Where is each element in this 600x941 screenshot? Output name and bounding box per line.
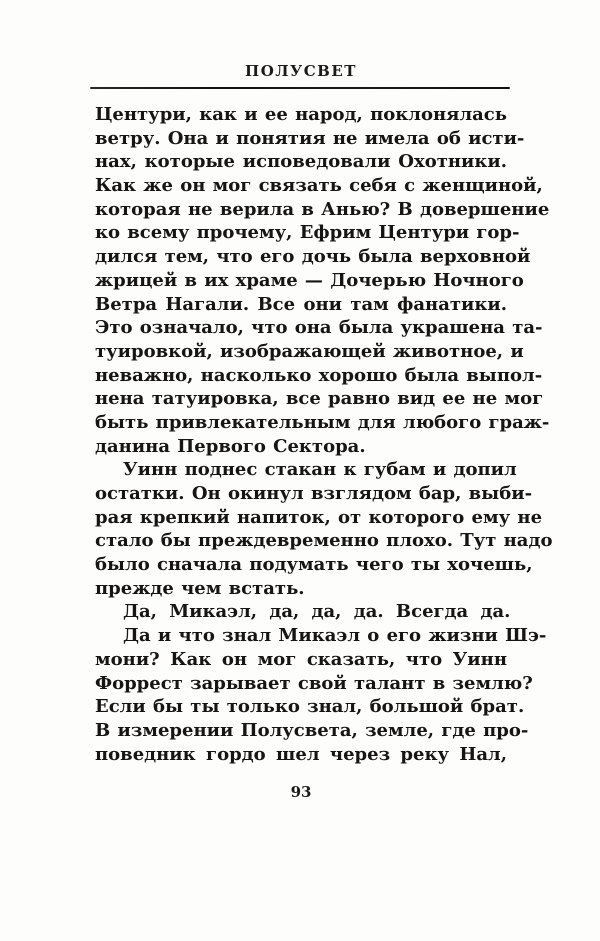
text-line: поведник гордо шел через реку Нал,: [95, 743, 507, 765]
text-line: ветру. Она и понятия не имела об исти-: [95, 127, 525, 149]
text-line: Да, Микаэл, да, да, да. Всегда да.: [123, 601, 511, 623]
text-line: быть привлекательным для любого граж-: [95, 411, 550, 433]
page-number: 93: [290, 783, 312, 801]
text-line: нена татуировка, все равно вид ее не мог: [95, 388, 544, 410]
text-line: прежде чем встать.: [95, 577, 305, 599]
text-line: данина Первого Сектора.: [95, 435, 366, 457]
text-line: ко всему прочему, Ефрим Центури гор-: [95, 222, 520, 244]
text-line: было сначала подумать чего ты хочешь,: [95, 554, 533, 576]
header-rule-divider: [90, 87, 510, 89]
running-header-title: ПОЛУСВЕТ: [245, 62, 357, 80]
text-line: Ветра Нагали. Все они там фанатики.: [95, 293, 507, 315]
text-line: Как же он мог связать себя с женщиной,: [95, 175, 543, 197]
text-line: остатки. Он окинул взглядом бар, выби-: [95, 483, 533, 504]
text-line: Это означало, что она была украшена та-: [95, 317, 543, 339]
text-line: неважно, насколько хорошо была выпол-: [95, 364, 543, 386]
text-line: дился тем, что его дочь была верховной: [95, 246, 531, 268]
text-line: рая крепкий напиток, от которого ему не: [95, 506, 543, 528]
text-line: Уинн поднес стакан к губам и допил: [123, 459, 517, 481]
text-line: туировкой, изображающей животное, и: [95, 340, 524, 362]
text-line: нах, которые исповедовали Охотники.: [95, 151, 507, 173]
text-line: мони? Как он мог сказать, что Уинн: [95, 648, 507, 670]
text-line: стало бы преждевременно плохо. Тут надо: [95, 530, 553, 552]
text-line: Если бы ты только знал, большой брат.: [95, 696, 525, 718]
text-line: В измерении Полусвета, земле, где про-: [95, 719, 529, 741]
text-line: жрицей в их храме — Дочерью Ночного: [95, 269, 524, 291]
text-line: которая не верила в Анью? В довершение: [95, 198, 550, 220]
text-line: Да и что знал Микаэл о его жизни Шэ-: [123, 625, 547, 647]
text-line: Центури, как и ее народ, поклонялась: [95, 104, 507, 125]
text-line: Форрест зарывает свой талант в землю?: [95, 672, 533, 694]
text-block: [95, 103, 553, 766]
